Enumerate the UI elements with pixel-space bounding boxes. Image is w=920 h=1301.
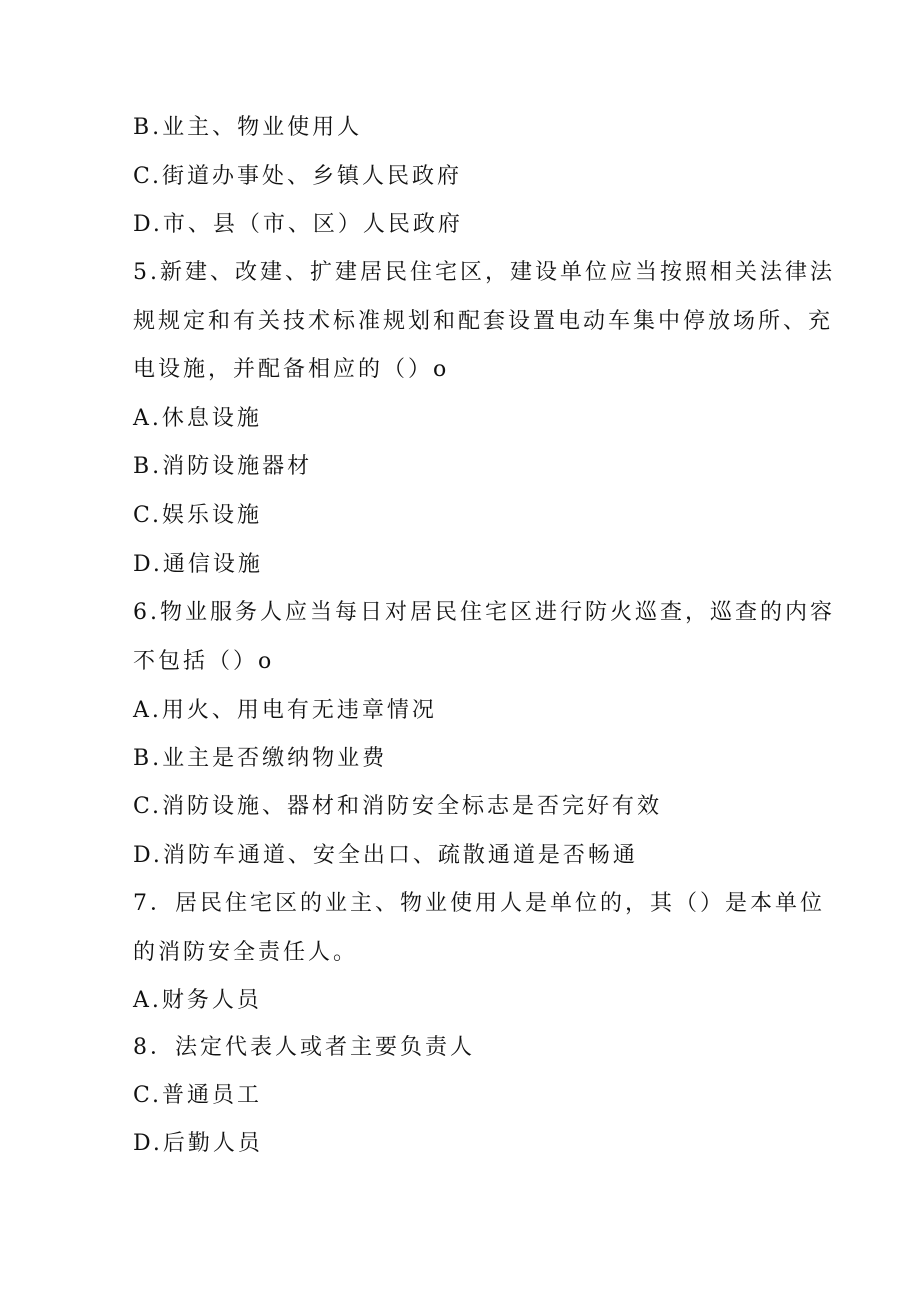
- option-d: D.后勤人员: [133, 1131, 263, 1156]
- option-7a: A.财务人员: [133, 988, 262, 1013]
- question-5-line-1: 5.新建、改建、扩建居民住宅区，建设单位应当按照相关法律法: [133, 260, 835, 285]
- option-6b: B.业主是否缴纳物业费: [133, 746, 388, 771]
- question-5-line-2: 规规定和有关技术标准规划和配套设置电动车集中停放场所、充: [133, 309, 834, 334]
- question-7-line-1: 7．居民住宅区的业主、物业使用人是单位的，其（）是本单位: [133, 891, 825, 916]
- option-5b: B.消防设施器材: [133, 454, 313, 479]
- item-8: 8．法定代表人或者主要负责人: [133, 1035, 475, 1060]
- option-6a: A.用火、用电有无违章情况: [133, 698, 437, 723]
- option-5a: A.休息设施: [133, 406, 262, 431]
- option-4b: B.业主、物业使用人: [133, 115, 363, 140]
- question-7-line-2: 的消防安全责任人。: [133, 940, 359, 965]
- question-6-line-1: 6.物业服务人应当每日对居民住宅区进行防火巡查，巡查的内容: [133, 600, 835, 625]
- option-4c: C.街道办事处、乡镇人民政府: [133, 164, 463, 189]
- question-5-line-3: 电设施，并配备相应的（）o: [133, 357, 450, 382]
- option-6d: D.消防车通道、安全出口、疏散通道是否畅通: [133, 843, 638, 868]
- option-6c: C.消防设施、器材和消防安全标志是否完好有效: [133, 794, 663, 819]
- option-5d: D.通信设施: [133, 552, 263, 577]
- option-4d: D.市、县（市、区）人民政府: [133, 212, 463, 237]
- option-c: C.普通员工: [133, 1083, 263, 1108]
- question-6-line-2: 不包括（）o: [133, 649, 275, 674]
- option-5c: C.娱乐设施: [133, 503, 263, 528]
